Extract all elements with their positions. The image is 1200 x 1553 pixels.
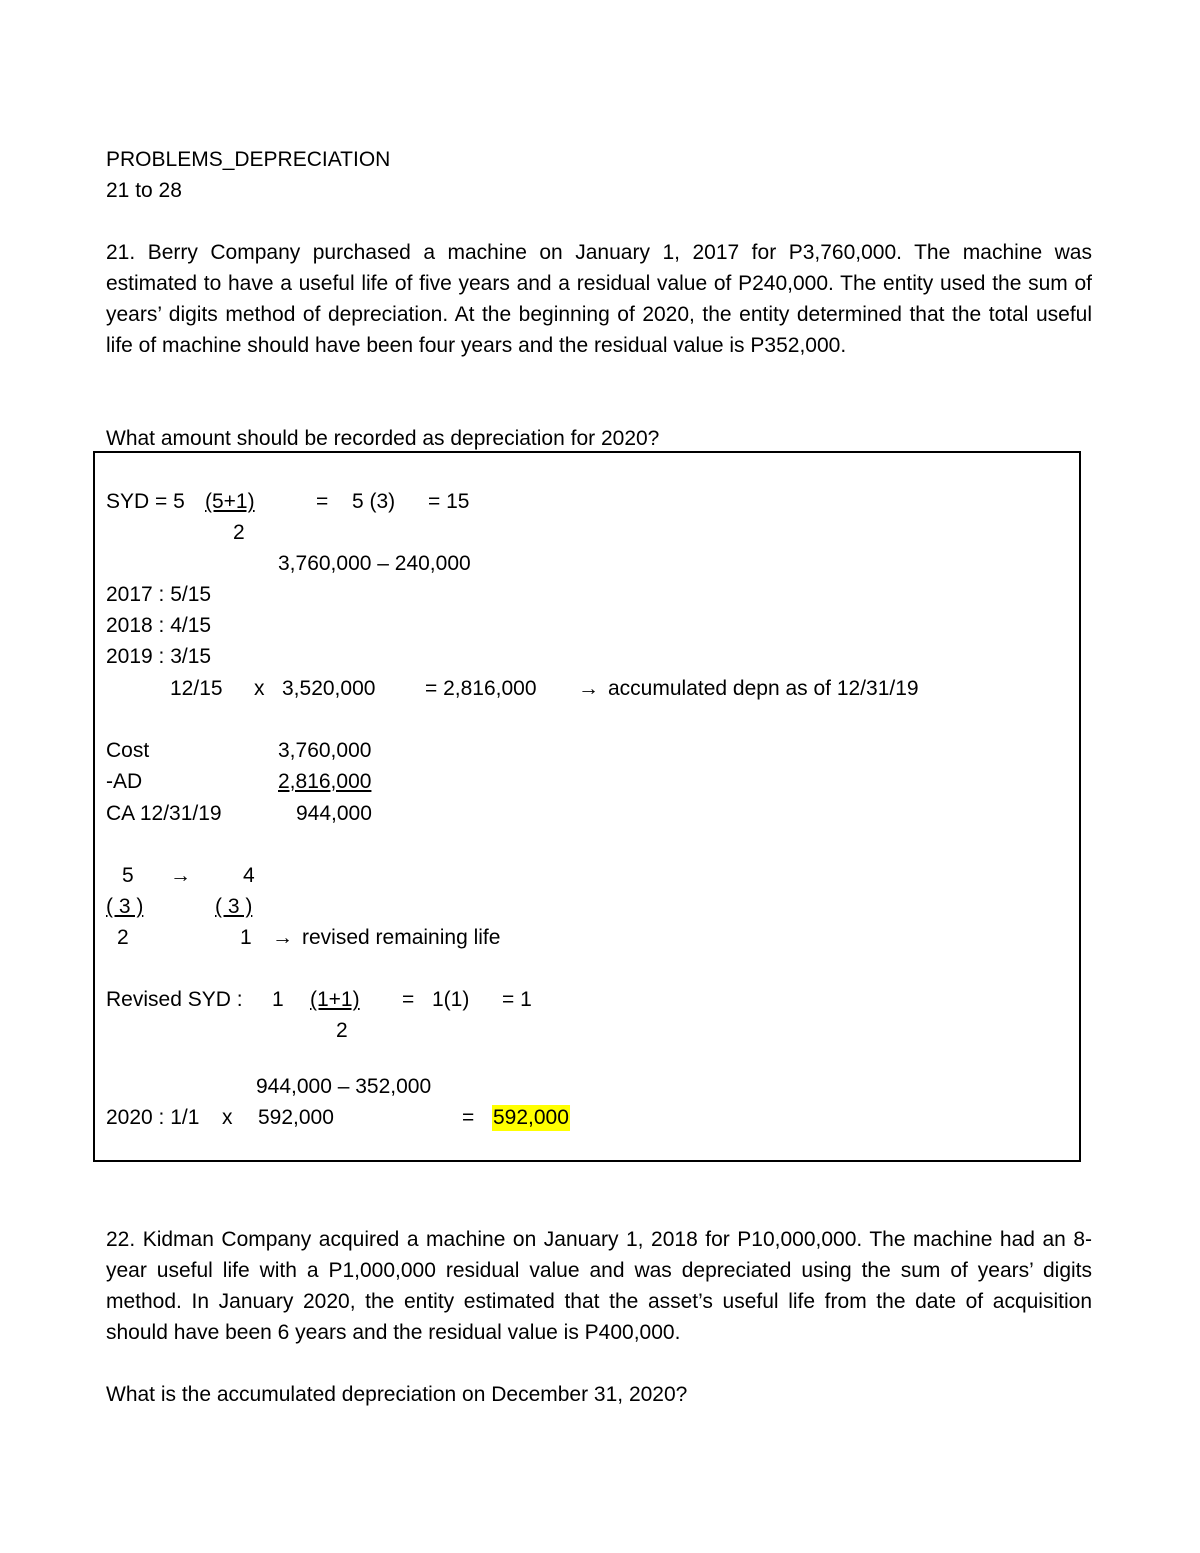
ad-value: 2,816,000 xyxy=(278,770,372,793)
ad-label: -AD xyxy=(106,770,143,793)
ad-note: accumulated depn as of 12/31/19 xyxy=(608,677,919,700)
arrow-icon: → xyxy=(578,677,599,700)
problem-22-question: What is the accumulated depreciation on December 31, 2020? xyxy=(106,1383,688,1406)
cost-value: 3,760,000 xyxy=(278,739,372,762)
problem-range: 21 to 28 xyxy=(106,179,182,202)
revised-syd-label: Revised SYD : xyxy=(106,988,243,1011)
ad-fraction: 12/15 xyxy=(170,677,223,700)
problem-22-text: 22. Kidman Company acquired a machine on January 1, 2018 for P10,000,000. The machine had an 8-year useful life with a P1,000,000 residual value and was depreciated using the sum of years’ digits method. In January 2020, the entity estimated that the asset’s useful life from the date of acquisition should have been 6 years and the residual value is P400,000. xyxy=(106,1228,1092,1344)
syd-middle: 5 (3) xyxy=(352,490,396,513)
revised-syd-equals-1: = xyxy=(402,988,415,1011)
depreciable-base-calc: 3,760,000 – 240,000 xyxy=(278,552,471,575)
problem-21-text: 21. Berry Company purchased a machine on January 1, 2017 for P3,760,000. The machine was estimated to have a useful life of five years and a residual value of P240,000. The entity used the sum of years’ digits method of depreciation. At the beginning of 2020, the entity determined that the total useful life of machine should have been four years and the residual value is P352,000. xyxy=(106,241,1092,357)
life-new: 4 xyxy=(243,864,255,887)
revised-syd-denominator: 2 xyxy=(336,1019,348,1042)
arrow-icon: → xyxy=(170,864,191,887)
syd-result: = 15 xyxy=(428,490,470,513)
ad-result: = 2,816,000 xyxy=(425,677,537,700)
solution-box xyxy=(93,451,1081,1162)
syd-numerator: (5+1) xyxy=(205,490,255,513)
ad-multiply: x xyxy=(254,677,265,700)
revised-syd-middle: 1(1) xyxy=(432,988,470,1011)
ad-base: 3,520,000 xyxy=(282,677,376,700)
used-new: ( 3 ) xyxy=(215,895,253,918)
syd-denominator: 2 xyxy=(233,521,245,544)
year-2020-multiply: x xyxy=(222,1106,233,1129)
year-2018-fraction: 2018 : 4/15 xyxy=(106,614,212,637)
life-old: 5 xyxy=(122,864,134,887)
revised-base-calc: 944,000 – 352,000 xyxy=(256,1075,432,1098)
revised-syd-numerator: (1+1) xyxy=(310,988,360,1011)
cost-label: Cost xyxy=(106,739,150,762)
syd-label: SYD = 5 xyxy=(106,490,185,513)
arrow-icon: → xyxy=(272,926,293,949)
year-2017-fraction: 2017 : 5/15 xyxy=(106,583,212,606)
year-2020-base: 592,000 xyxy=(258,1106,334,1129)
problem-21-question: What amount should be recorded as depreciation for 2020? xyxy=(106,427,660,450)
remaining-note: revised remaining life xyxy=(302,926,501,949)
used-old: ( 3 ) xyxy=(106,895,144,918)
remaining-new: 1 xyxy=(240,926,252,949)
syd-equals-1: = xyxy=(316,490,329,513)
year-2019-fraction: 2019 : 3/15 xyxy=(106,645,212,668)
remaining-old: 2 xyxy=(117,926,129,949)
ca-label: CA 12/31/19 xyxy=(106,802,222,825)
revised-syd-result: = 1 xyxy=(502,988,532,1011)
year-2020-equals: = xyxy=(462,1106,475,1129)
ca-value: 944,000 xyxy=(296,802,372,825)
answer-highlight: 592,000 xyxy=(493,1106,569,1129)
revised-syd-n: 1 xyxy=(272,988,284,1011)
year-2020-fraction: 2020 : 1/1 xyxy=(106,1106,200,1129)
page-title: PROBLEMS_DEPRECIATION xyxy=(106,148,391,171)
